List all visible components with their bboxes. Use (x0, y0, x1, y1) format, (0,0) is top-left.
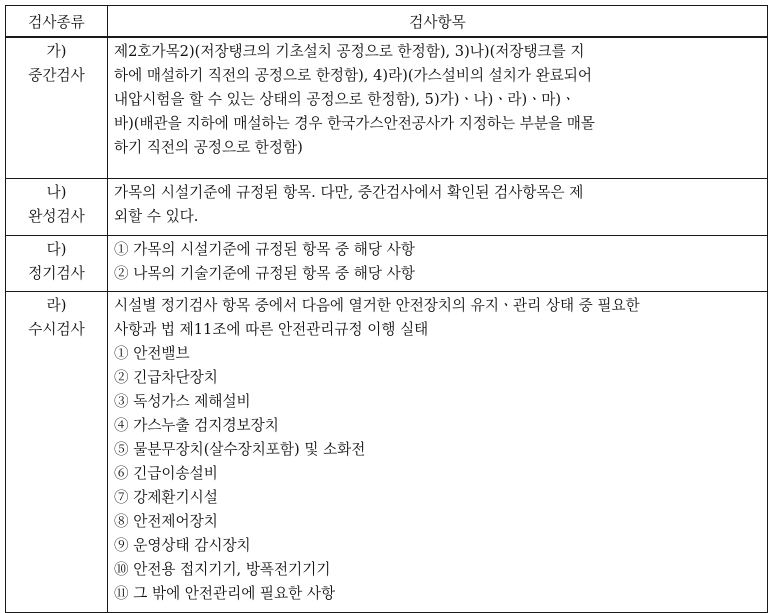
category-name: 정기검사 (28, 265, 85, 282)
item-line: 제2호가목2)(저장탱크의 기초설치 공정으로 한정함), 3)나)(저장탱크를 지 (114, 43, 585, 60)
list-item: ⑪ 그 밖에 안전관리에 필요한 사항 (114, 585, 336, 602)
item-line: 외할 수 있다. (114, 208, 199, 225)
category-cell (6, 292, 108, 613)
table-row-completion-inspection (6, 179, 768, 236)
header-category: 검사종류 (6, 6, 108, 38)
list-item: ② 긴급차단장치 (114, 369, 218, 386)
category-cell (6, 236, 108, 292)
list-item: ⑦ 강제환기시설 (114, 489, 218, 506)
item-line: 가목의 시설기준에 규정된 항목. 다만, 중간검사에서 확인된 검사항목은 제 (114, 184, 584, 201)
table-row-occasional-inspection (6, 292, 768, 613)
header-items: 검사항목 (108, 6, 768, 38)
item-line: ① 가목의 시설기준에 규정된 항목 중 해당 사항 (114, 241, 415, 258)
category-cell (6, 179, 108, 236)
item-line: 내압시험을 할 수 있는 상태의 공정으로 한정함), 5)가)ㆍ나)ㆍ라)ㆍ마)ㆍ (114, 91, 576, 108)
category-code: 다) (46, 241, 67, 258)
category-code: 라) (46, 297, 67, 314)
inspection-table (5, 5, 768, 613)
category-name: 중간검사 (28, 67, 85, 84)
list-item: ④ 가스누출 검지경보장치 (114, 417, 279, 434)
inspection-table-document (5, 5, 768, 602)
list-item: ① 안전밸브 (114, 345, 190, 362)
category-name: 완성검사 (28, 208, 85, 225)
items-cell (108, 292, 768, 613)
table-row-regular-inspection (6, 236, 768, 292)
item-line: 하에 매설하기 직전의 공정으로 한정함), 4)라)(가스설비의 설치가 완료되어 (114, 67, 593, 84)
list-item: ⑥ 긴급이송설비 (114, 465, 218, 482)
category-name: 수시검사 (28, 321, 85, 338)
list-item: ⑨ 운영상태 감시장치 (114, 537, 251, 554)
list-item: ③ 독성가스 제해설비 (114, 393, 251, 410)
list-item: ⑩ 안전용 접지기기, 방폭전기기기 (114, 561, 331, 578)
item-line: 사항과 법 제11조에 따른 안전관리규정 이행 실태 (114, 321, 429, 338)
items-cell (108, 37, 768, 179)
item-line: ② 나목의 기술기준에 규정된 항목 중 해당 사항 (114, 265, 415, 282)
items-cell (108, 179, 768, 236)
table-header-row (6, 6, 768, 38)
table-row-interim-inspection (6, 37, 768, 179)
item-line: 시설별 정기검사 항목 중에서 다음에 열거한 안전장치의 유지ㆍ관리 상태 중 필요한 (114, 297, 640, 314)
list-item: ⑤ 물분무장치(살수장치포함) 및 소화전 (114, 441, 366, 458)
category-cell (6, 37, 108, 179)
category-code: 가) (46, 43, 67, 60)
item-line: 하기 직전의 공정으로 한정함) (114, 139, 303, 156)
items-cell (108, 236, 768, 292)
category-code: 나) (46, 184, 67, 201)
list-item: ⑧ 안전제어장치 (114, 513, 218, 530)
item-line: 바)(배관을 지하에 매설하는 경우 한국가스안전공사가 지정하는 부분을 매몰 (114, 115, 595, 132)
